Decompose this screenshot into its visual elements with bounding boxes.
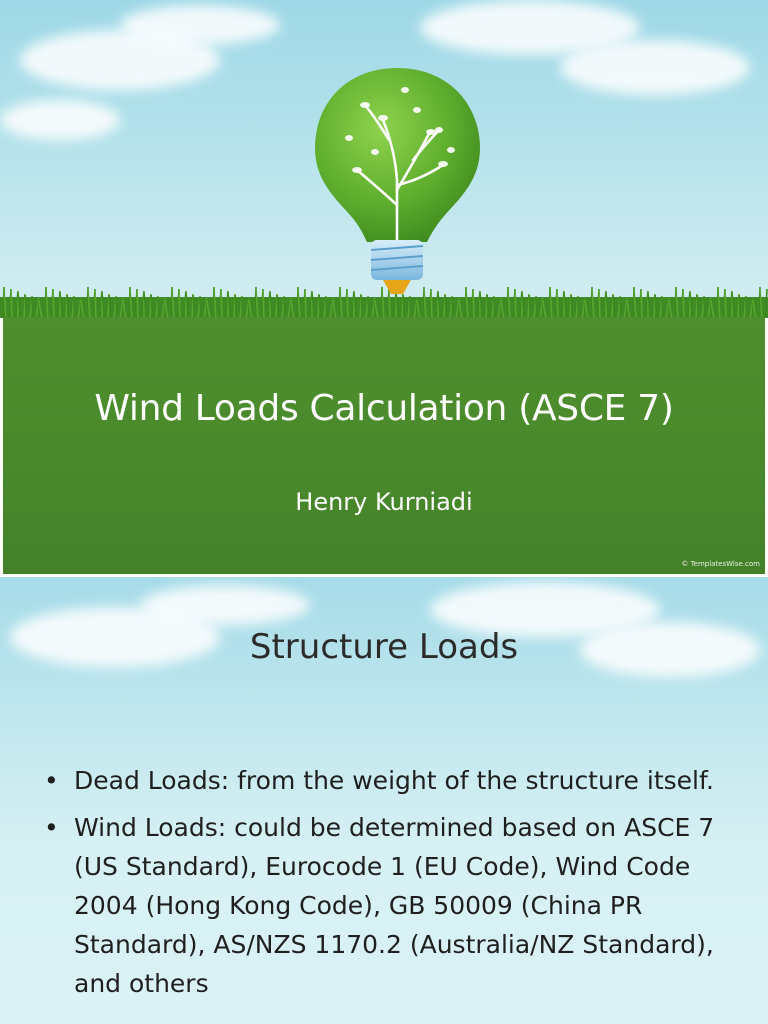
title-panel [3,317,765,574]
template-credit: © TemplatesWise.com [681,560,760,568]
lightbulb-tree-icon [305,60,490,305]
bullet-item [44,761,724,800]
cloud [560,40,750,95]
slide-title: Structure Loads [249,627,519,667]
cloud [120,5,280,45]
bullet-text: Dead Loads: from the weight of the structure itself. [74,766,714,795]
bullet-item [44,808,724,1003]
cloud [0,100,120,140]
content-slide [0,577,768,1024]
author-name: Henry Kurniadi [295,488,473,516]
cloud [140,585,310,625]
bullet-dot-icon: • [44,766,59,795]
bullet-list [44,761,724,1011]
bullet-text: Wind Loads: could be determined based on ASCE 7 (US Standard), Eurocode 1 (EU Code), Wind Code 2004 (Hong Kong Code), GB 50009 (China PR Standard), AS/NZS 1170.2 (Australia/NZ Standard), and others [74,813,715,998]
presentation-title: Wind Loads Calculation (ASCE 7) [94,388,674,429]
bullet-dot-icon: • [44,813,59,842]
